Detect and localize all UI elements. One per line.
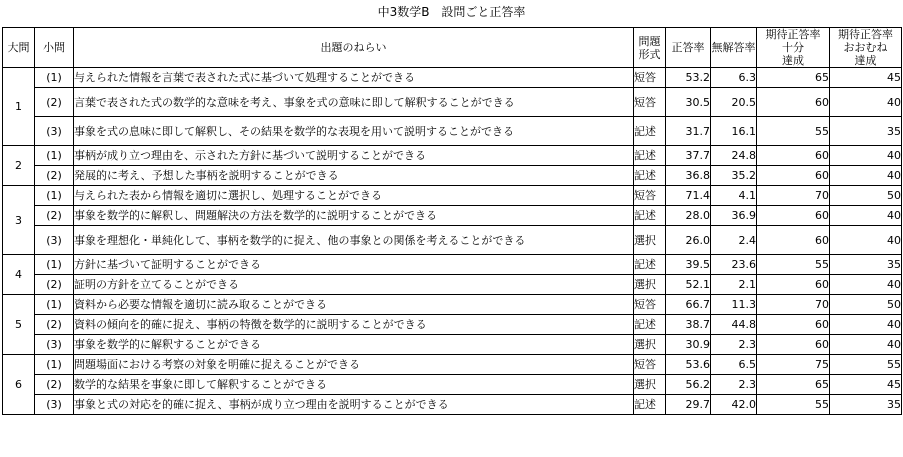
sho-number: (1) xyxy=(35,68,74,88)
table-row xyxy=(3,355,902,375)
correct-rate: 71.4 xyxy=(666,186,711,206)
correct-rate: 56.2 xyxy=(666,375,711,395)
aim-text: 事柄が成り立つ理由を、示された方針に基づいて説明することができる xyxy=(74,146,634,166)
noanswer-rate: 44.8 xyxy=(711,315,757,335)
sho-number: (2) xyxy=(35,275,74,295)
format-cell: 短答 xyxy=(634,355,666,375)
header-format-line2: 形式 xyxy=(638,47,661,61)
correct-rate: 26.0 xyxy=(666,226,711,255)
format-cell: 記述 xyxy=(634,206,666,226)
aim-text: 与えられた情報を言葉で表された式に基づいて処理することができる xyxy=(74,68,634,88)
target-a: 60 xyxy=(757,88,830,117)
target-b: 45 xyxy=(830,68,902,88)
table-row xyxy=(3,275,902,295)
table-row xyxy=(3,166,902,186)
noanswer-rate: 11.3 xyxy=(711,295,757,315)
noanswer-rate: 20.5 xyxy=(711,88,757,117)
header-target-a-line3: 達成 xyxy=(782,54,804,67)
header-correct: 正答率 xyxy=(666,28,711,68)
format-cell: 選択 xyxy=(634,275,666,295)
noanswer-rate: 2.1 xyxy=(711,275,757,295)
target-a: 70 xyxy=(757,295,830,315)
table-row xyxy=(3,295,902,315)
target-a: 55 xyxy=(757,395,830,415)
aim-text: 問題場面における考察の対象を明確に捉えることができる xyxy=(74,355,634,375)
format-cell: 短答 xyxy=(634,68,666,88)
sho-number: (3) xyxy=(35,117,74,146)
target-b: 40 xyxy=(830,146,902,166)
table-row xyxy=(3,146,902,166)
sho-number: (1) xyxy=(35,146,74,166)
correct-rate: 31.7 xyxy=(666,117,711,146)
target-b: 35 xyxy=(830,395,902,415)
aim-text: 方針に基づいて証明することができる xyxy=(74,255,634,275)
aim-text: 資料から必要な情報を適切に読み取ることができる xyxy=(74,295,634,315)
format-cell: 記述 xyxy=(634,146,666,166)
aim-text: 発展的に考え、予想した事柄を説明することができる xyxy=(74,166,634,186)
table-row xyxy=(3,206,902,226)
format-cell: 記述 xyxy=(634,255,666,275)
target-b: 45 xyxy=(830,375,902,395)
header-dai: 大問 xyxy=(3,28,35,68)
table-title: 中3数学B 設問ごと正答率 xyxy=(377,5,526,19)
target-b: 35 xyxy=(830,117,902,146)
format-cell: 選択 xyxy=(634,335,666,355)
header-target-b-line1: 期待正答率 xyxy=(838,28,893,41)
noanswer-rate: 4.1 xyxy=(711,186,757,206)
target-a: 65 xyxy=(757,68,830,88)
header-sho: 小問 xyxy=(35,28,74,68)
format-cell: 短答 xyxy=(634,88,666,117)
target-a: 60 xyxy=(757,166,830,186)
target-b: 40 xyxy=(830,206,902,226)
noanswer-rate: 2.4 xyxy=(711,226,757,255)
dai-number: 2 xyxy=(3,146,35,186)
sho-number: (3) xyxy=(35,226,74,255)
target-a: 55 xyxy=(757,117,830,146)
target-b: 40 xyxy=(830,335,902,355)
dai-number: 3 xyxy=(3,186,35,255)
table-row xyxy=(3,88,902,117)
noanswer-rate: 6.5 xyxy=(711,355,757,375)
sho-number: (2) xyxy=(35,166,74,186)
noanswer-rate: 36.9 xyxy=(711,206,757,226)
header-aim: 出題のねらい xyxy=(74,28,634,68)
aim-text: 証明の方針を立てることができる xyxy=(74,275,634,295)
sho-number: (3) xyxy=(35,395,74,415)
correct-rate: 30.5 xyxy=(666,88,711,117)
correct-rate: 37.7 xyxy=(666,146,711,166)
dai-number: 4 xyxy=(3,255,35,295)
format-cell: 記述 xyxy=(634,395,666,415)
target-a: 65 xyxy=(757,375,830,395)
target-a: 60 xyxy=(757,206,830,226)
table-row xyxy=(3,375,902,395)
format-cell: 短答 xyxy=(634,295,666,315)
aim-text: 事象と式の対応を的確に捉え、事柄が成り立つ理由を説明することができる xyxy=(74,395,634,415)
noanswer-rate: 23.6 xyxy=(711,255,757,275)
correct-rate: 53.6 xyxy=(666,355,711,375)
dai-number: 1 xyxy=(3,68,35,146)
sho-number: (1) xyxy=(35,186,74,206)
header-format xyxy=(634,28,666,68)
correct-rate: 52.1 xyxy=(666,275,711,295)
target-a: 60 xyxy=(757,146,830,166)
noanswer-rate: 2.3 xyxy=(711,335,757,355)
dai-number: 6 xyxy=(3,355,35,415)
target-a: 70 xyxy=(757,186,830,206)
sho-number: (1) xyxy=(35,255,74,275)
format-cell: 記述 xyxy=(634,117,666,146)
header-target-b-line3: 達成 xyxy=(854,54,877,67)
correct-rate: 39.5 xyxy=(666,255,711,275)
target-a: 60 xyxy=(757,315,830,335)
correct-rate: 66.7 xyxy=(666,295,711,315)
noanswer-rate: 42.0 xyxy=(711,395,757,415)
noanswer-rate: 35.2 xyxy=(711,166,757,186)
format-cell: 記述 xyxy=(634,166,666,186)
dai-number: 5 xyxy=(3,295,35,355)
sho-number: (2) xyxy=(35,88,74,117)
target-b: 40 xyxy=(830,275,902,295)
format-cell: 記述 xyxy=(634,315,666,335)
sho-number: (1) xyxy=(35,295,74,315)
target-b: 40 xyxy=(830,88,902,117)
target-a: 55 xyxy=(757,255,830,275)
target-b: 40 xyxy=(830,315,902,335)
header-noanswer: 無解答率 xyxy=(711,28,757,68)
results-table xyxy=(2,27,902,415)
header-format-line1: 問題 xyxy=(638,34,661,48)
header-target-a xyxy=(757,28,830,68)
correct-rate: 28.0 xyxy=(666,206,711,226)
target-a: 60 xyxy=(757,226,830,255)
header-target-a-line2: 十分 xyxy=(782,41,804,54)
correct-rate: 36.8 xyxy=(666,166,711,186)
target-a: 60 xyxy=(757,335,830,355)
aim-text: 与えられた表から情報を適切に選択し、処理することができる xyxy=(74,186,634,206)
correct-rate: 29.7 xyxy=(666,395,711,415)
target-a: 60 xyxy=(757,275,830,295)
target-b: 55 xyxy=(830,355,902,375)
table-row xyxy=(3,68,902,88)
noanswer-rate: 6.3 xyxy=(711,68,757,88)
header-target-a-line1: 期待正答率 xyxy=(765,28,821,41)
aim-text: 事象を式の息味に即して解釈し、その結果を数学的な表現を用いて説明することができる xyxy=(74,117,634,146)
aim-text: 言葉で表された式の数学的な意味を考え、事象を式の意味に即して解釈することができる xyxy=(74,88,634,117)
header-target-b-line2: おおむね xyxy=(843,41,888,54)
header-target-b xyxy=(830,28,902,68)
aim-text: 事象を数学的に解釈することができる xyxy=(74,335,634,355)
target-b: 35 xyxy=(830,255,902,275)
table-row xyxy=(3,395,902,415)
sho-number: (2) xyxy=(35,315,74,335)
table-row xyxy=(3,335,902,355)
correct-rate: 30.9 xyxy=(666,335,711,355)
noanswer-rate: 16.1 xyxy=(711,117,757,146)
table-row xyxy=(3,186,902,206)
correct-rate: 53.2 xyxy=(666,68,711,88)
format-cell: 選択 xyxy=(634,226,666,255)
format-cell: 短答 xyxy=(634,186,666,206)
noanswer-rate: 24.8 xyxy=(711,146,757,166)
sho-number: (2) xyxy=(35,375,74,395)
target-a: 75 xyxy=(757,355,830,375)
table-row xyxy=(3,315,902,335)
aim-text: 数学的な結果を事象に即して解釈することができる xyxy=(74,375,634,395)
target-b: 50 xyxy=(830,295,902,315)
table-row xyxy=(3,255,902,275)
table-row xyxy=(3,226,902,255)
noanswer-rate: 2.3 xyxy=(711,375,757,395)
sho-number: (1) xyxy=(35,355,74,375)
target-b: 50 xyxy=(830,186,902,206)
aim-text: 事象を数学的に解釈し、問題解決の方法を数学的に説明することができる xyxy=(74,206,634,226)
table-row xyxy=(3,117,902,146)
target-b: 40 xyxy=(830,166,902,186)
aim-text: 資料の傾向を的確に捉え、事柄の特徴を数学的に説明することができる xyxy=(74,315,634,335)
format-cell: 選択 xyxy=(634,375,666,395)
target-b: 40 xyxy=(830,226,902,255)
sho-number: (2) xyxy=(35,206,74,226)
aim-text: 事象を理想化・単純化して、事柄を数学的に捉え、他の事象との関係を考えることができる xyxy=(74,226,634,255)
sho-number: (3) xyxy=(35,335,74,355)
header-row xyxy=(3,28,902,68)
correct-rate: 38.7 xyxy=(666,315,711,335)
